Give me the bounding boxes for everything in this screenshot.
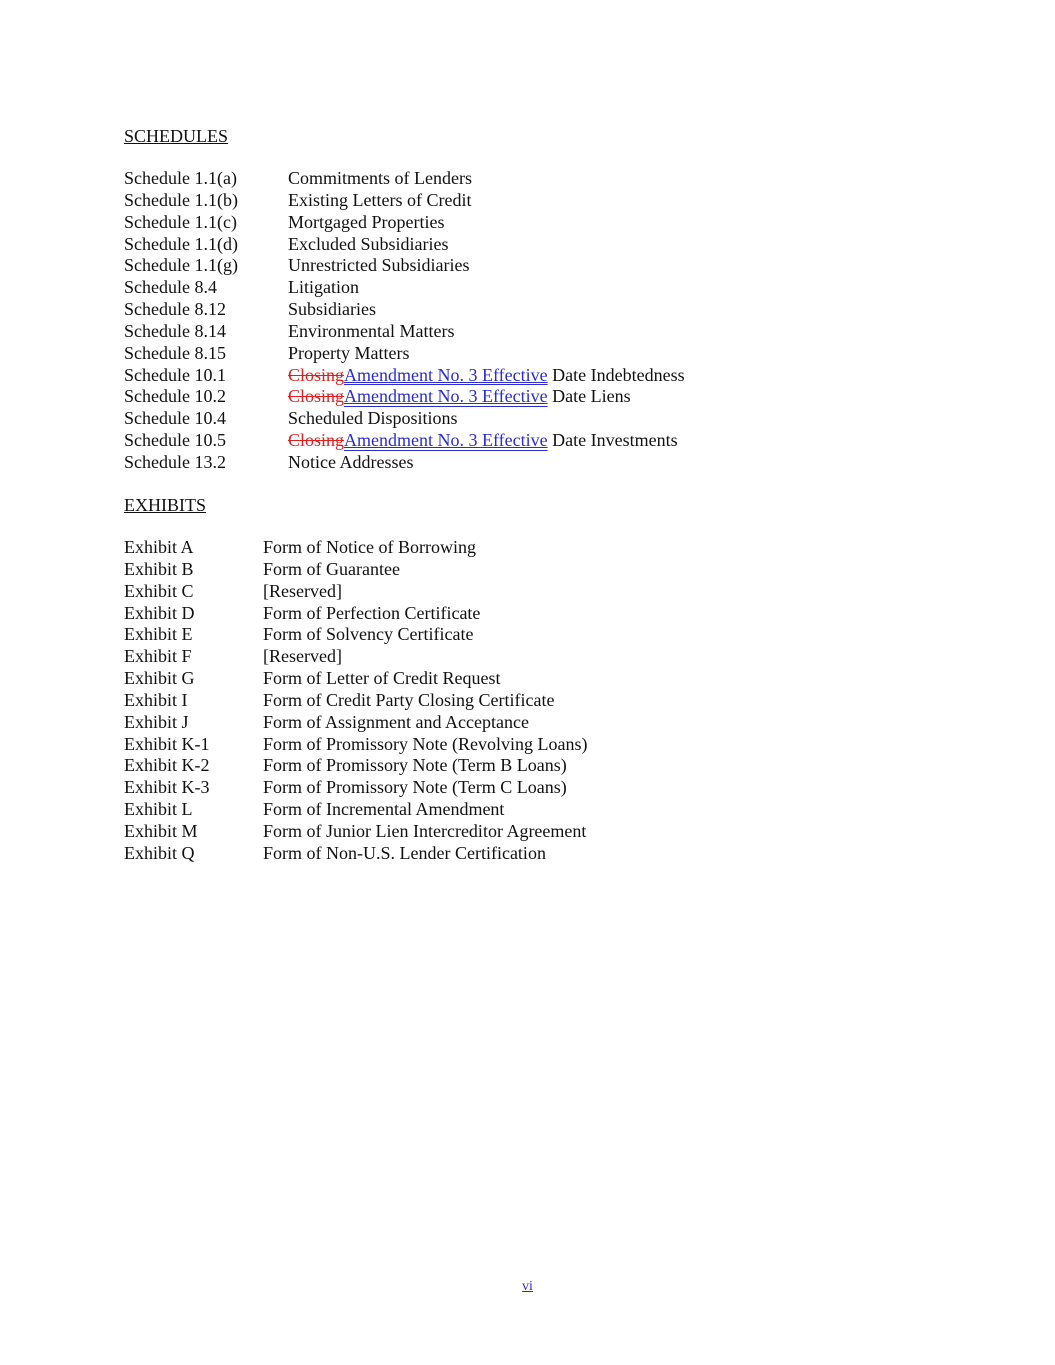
exhibit-row-title [263,668,500,690]
schedule-row-label: Schedule 10.2 [124,386,226,407]
exhibit-row-title-text: Form of Non-U.S. Lender Certification [263,842,546,863]
inserted-text: Amendment No. 3 Effective [344,430,548,451]
schedule-row-label: Schedule 8.4 [124,277,217,298]
exhibit-row-title [263,777,567,799]
schedule-row-label: Schedule 8.12 [124,299,226,320]
schedule-row-title [288,299,376,321]
inserted-text: Amendment No. 3 Effective [344,386,548,407]
exhibit-row-title-text: Form of Junior Lien Intercreditor Agreement [263,820,587,841]
deleted-text: Closing [288,386,345,407]
exhibit-row-label: Exhibit K-2 [124,755,210,776]
exhibit-row-title [263,646,342,668]
exhibit-row-label: Exhibit M [124,820,198,841]
exhibit-row-title-text: Form of Letter of Credit Request [263,668,501,689]
deleted-text: Closing [288,430,345,451]
schedule-row-label: Schedule 13.2 [124,451,226,472]
exhibit-row-label: Exhibit C [124,580,194,601]
exhibit-row-title-text: Form of Promissory Note (Term C Loans) [263,777,567,798]
schedule-row-title [288,430,678,452]
schedule-row-label: Schedule 1.1(b) [124,189,238,210]
exhibit-row-title [263,755,567,777]
exhibit-row-title [263,559,400,581]
schedule-row-title-text: Excluded Subsidiaries [288,233,449,254]
exhibit-row-title [263,624,473,646]
exhibit-row-title-text: Form of Assignment and Acceptance [263,711,529,732]
exhibit-row-title [263,821,586,843]
exhibit-row-label: Exhibit Q [124,842,195,863]
exhibit-row-title [263,734,587,756]
schedule-row-title [288,190,471,212]
page-number[interactable]: vi [522,1279,533,1294]
schedule-row-title-text: Subsidiaries [288,299,376,320]
schedule-row-title-text: Date Indebtedness [547,364,685,385]
exhibit-row-label: Exhibit B [124,558,194,579]
exhibit-row-label: Exhibit L [124,799,193,820]
schedule-row-title-text: Date Investments [547,430,678,451]
exhibit-row-title-text: [Reserved] [263,580,342,601]
schedules-heading: SCHEDULES [124,126,229,146]
exhibit-row-title [263,537,476,559]
schedule-row-title [288,408,458,430]
schedule-row-title-text: Property Matters [288,342,410,363]
schedule-row-label: Schedule 1.1(c) [124,211,237,232]
exhibit-row-label: Exhibit K-3 [124,777,210,798]
exhibit-row-title [263,690,554,712]
schedule-row-title-text: Date Liens [547,386,631,407]
exhibit-row-label: Exhibit I [124,689,188,710]
exhibit-row-label: Exhibit D [124,602,195,623]
schedule-row-label: Schedule 10.5 [124,430,226,451]
deleted-text: Closing [288,364,345,385]
exhibit-row-label: Exhibit F [124,646,192,667]
schedule-row-title [288,452,413,474]
schedule-row-title-text: Notice Addresses [288,451,414,472]
exhibit-row-title [263,603,480,625]
schedule-row-label: Schedule 1.1(a) [124,168,237,188]
exhibits-heading: EXHIBITS [124,495,206,515]
exhibit-row-label: Exhibit E [124,624,193,645]
schedule-row-label: Schedule 10.4 [124,408,226,429]
schedule-row-title-text: Existing Letters of Credit [288,189,472,210]
exhibit-row-title-text: Form of Solvency Certificate [263,624,474,645]
schedule-row-title [288,168,472,190]
schedule-row-title [288,343,409,365]
schedule-row-title [288,386,631,408]
schedule-row-label: Schedule 1.1(d) [124,233,238,254]
schedule-row-title-text: Scheduled Dispositions [288,408,458,429]
exhibit-row-label: Exhibit J [124,711,189,732]
exhibit-row-label: Exhibit K-1 [124,733,210,754]
schedule-row-title [288,277,359,299]
schedule-row-label: Schedule 10.1 [124,364,226,385]
exhibit-row-title-text: Form of Guarantee [263,558,400,579]
exhibit-row-title-text: [Reserved] [263,646,342,667]
schedule-row-title [288,212,444,234]
exhibit-row-title-text: Form of Notice of Borrowing [263,537,476,557]
schedule-row-title-text: Unrestricted Subsidiaries [288,255,470,276]
schedule-row-title-text: Mortgaged Properties [288,211,445,232]
schedule-row-title-text: Litigation [288,277,359,298]
exhibit-row-title [263,712,529,734]
schedule-row-label: Schedule 8.14 [124,320,226,341]
schedule-row-title [288,234,448,256]
schedule-row-label: Schedule 8.15 [124,342,226,363]
exhibit-row-title-text: Form of Promissory Note (Term B Loans) [263,755,567,776]
exhibit-row-title-text: Form of Perfection Certificate [263,602,481,623]
exhibit-row-label: Exhibit A [124,537,194,557]
exhibit-row-title [263,799,504,821]
schedule-row-title [288,255,469,277]
exhibit-row-title-text: Form of Incremental Amendment [263,799,505,820]
schedule-row-title-text: Environmental Matters [288,320,455,341]
schedule-row-title [288,365,685,387]
schedule-row-title [288,321,454,343]
exhibit-row-title-text: Form of Promissory Note (Revolving Loans) [263,733,588,754]
exhibit-row-title [263,843,546,865]
exhibit-row-label: Exhibit G [124,668,195,689]
schedule-row-title-text: Commitments of Lenders [288,168,472,188]
schedule-row-label: Schedule 1.1(g) [124,255,238,276]
exhibit-row-title [263,581,342,603]
exhibit-row-title-text: Form of Credit Party Closing Certificate [263,689,555,710]
inserted-text: Amendment No. 3 Effective [344,364,548,385]
